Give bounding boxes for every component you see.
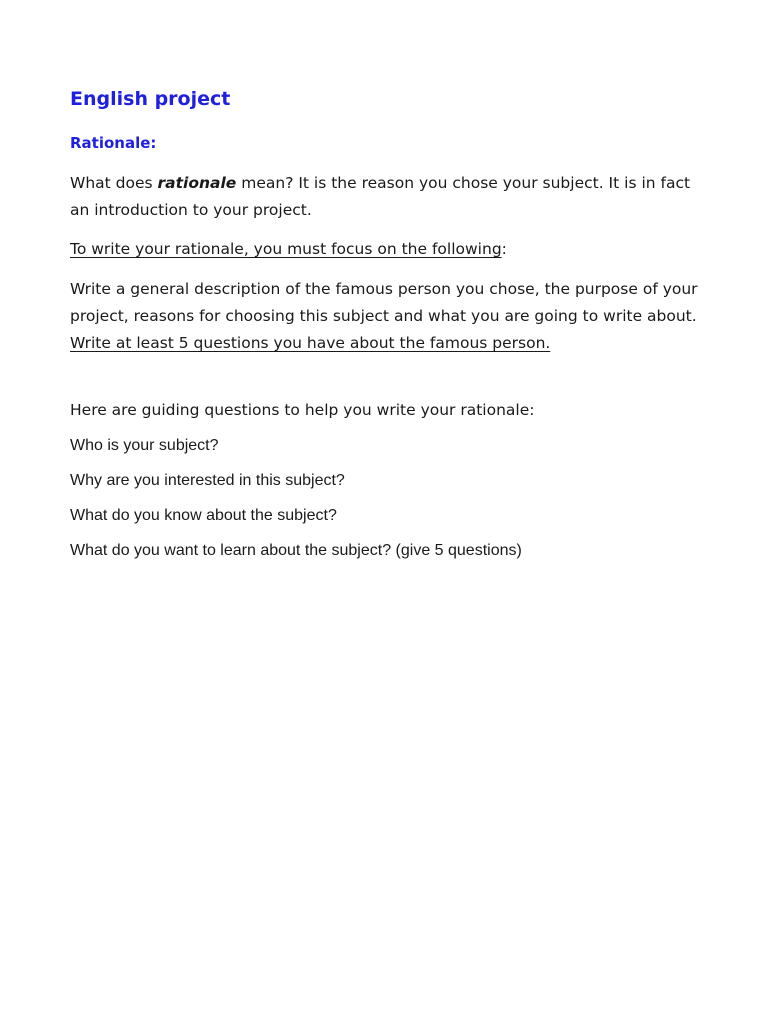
instruction-underlined: To write your rationale, you must focus on the following xyxy=(70,240,502,258)
paragraph-guiding: Here are guiding questions to help you write your rationale: xyxy=(70,401,535,419)
paragraph-instruction xyxy=(70,236,700,263)
question-item: Who is your subject? xyxy=(70,437,219,454)
question-item: What do you want to learn about the subject? (give 5 questions) xyxy=(70,542,522,559)
document-title: English project xyxy=(70,88,231,110)
section-heading: Rationale: xyxy=(70,134,157,152)
question-item: What do you know about the subject? xyxy=(70,507,337,524)
paragraph-definition-end: mean? It is the reason you chose your subject. It is in fact an introduction to your project. xyxy=(70,174,691,219)
paragraph-description xyxy=(70,276,700,357)
paragraph-definition xyxy=(70,170,700,224)
instruction-colon: : xyxy=(501,240,507,258)
emphasis-word: rationale xyxy=(157,174,237,192)
description-text: Write a general description of the famous person you chose, the purpose of your project, reasons for choosing this subject and what you are going to write about. xyxy=(70,280,698,325)
question-item: Why are you interested in this subject? xyxy=(70,472,345,489)
paragraph-definition-start: What does xyxy=(70,174,158,192)
description-underlined: Write at least 5 questions you have about the famous person. xyxy=(70,334,551,352)
